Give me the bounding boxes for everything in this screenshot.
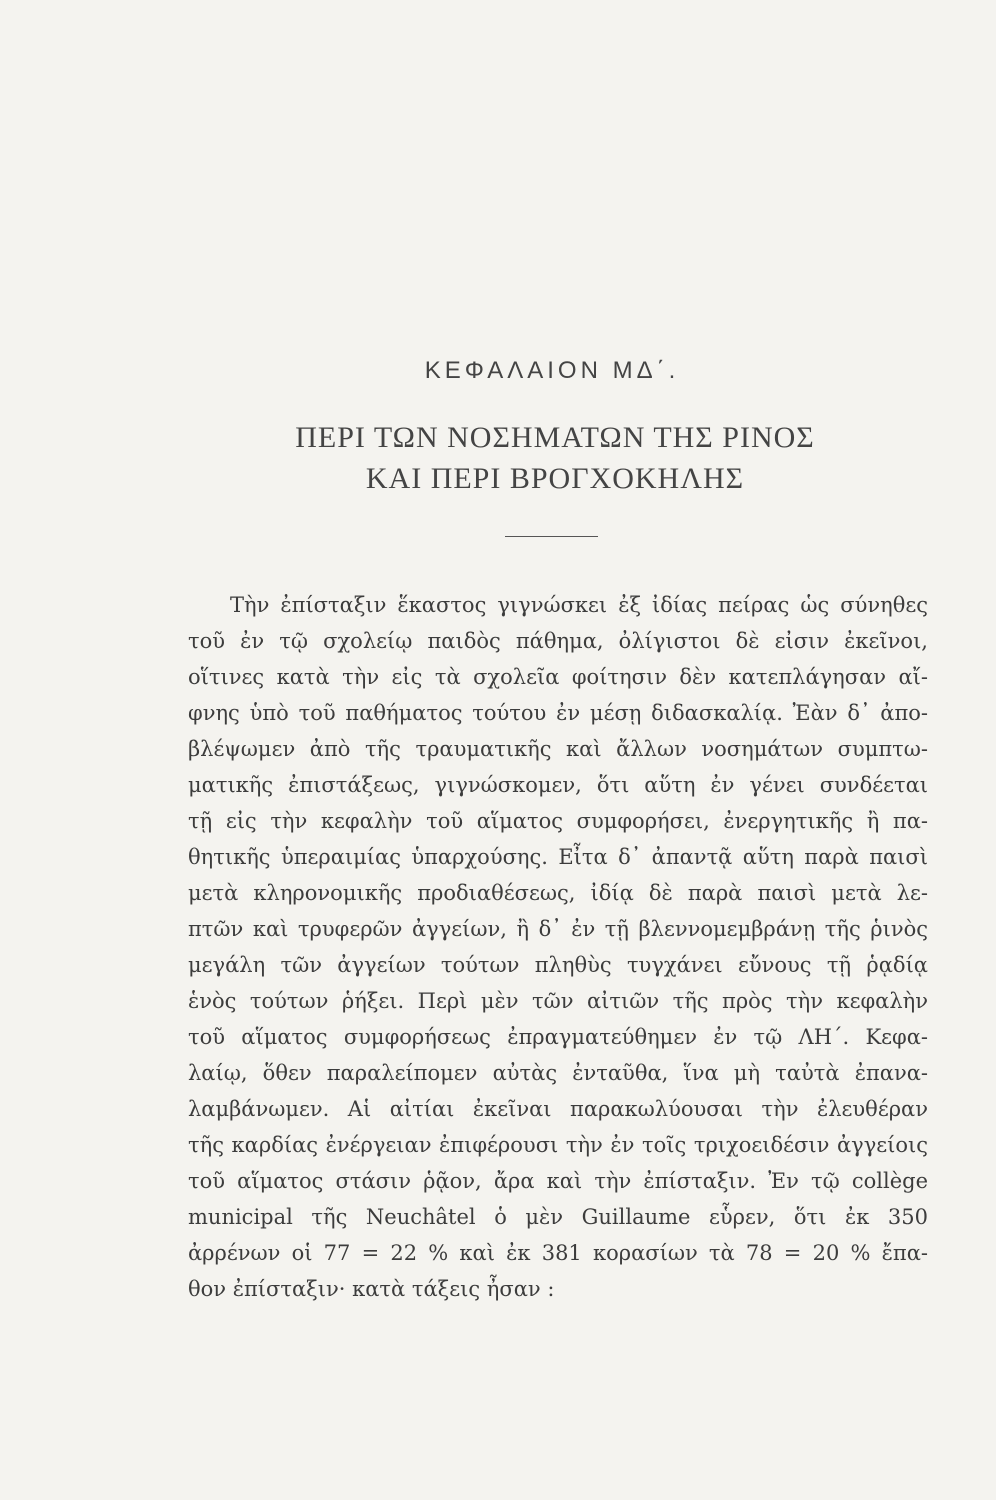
body-text [188,587,928,1307]
text-line: ἑνὸς τούτων ῥήξει. Περὶ μὲν τῶν αἰτιῶν τῆς πρὸς τὴν κεφαλὴν [188,989,928,1013]
text-line: τῆς καρδίας ἐνέργειαν ἐπιφέρουσι τὴν ἐν τοῖς τριχοειδέσιν ἀγγείοις [188,1133,928,1157]
text-line: ἀρρένων οἱ 77 = 22 % καὶ ἐκ 381 κορασίων τὰ 78 = 20 % ἔπα- [188,1241,928,1265]
chapter-title-line-1: ΠΕΡΙ ΤΩΝ ΝΟΣΗΜΑΤΩΝ ΤΗΣ ΡΙΝΟΣ [295,421,815,454]
text-line: τοῦ ἐν τῷ σχολείῳ παιδὸς πάθημα, ὀλίγιστοι δὲ εἰσιν ἐκεῖνοι, [188,629,928,653]
text-line: ματικῆς ἐπιστάξεως, γιγνώσκομεν, ὅτι αὕτη ἐν γένει συνδέεται [188,773,928,797]
text-line: θητικῆς ὑπεραιμίας ὑπαρχούσης. Εἶτα δ᾽ ἀπαντᾷ αὕτη παρὰ παισὶ [188,845,928,869]
text-line: οἵτινες κατὰ τὴν εἰς τὰ σχολεῖα φοίτησιν δὲν κατεπλάγησαν αἴ- [188,665,928,689]
text-line: τοῦ αἵματος στάσιν ῥᾷον, ἄρα καὶ τὴν ἐπίσταξιν. Ἐν τῷ collège [188,1169,928,1193]
text-line: μεγάλη τῶν ἀγγείων τούτων πληθὺς τυγχάνει εὔνους τῇ ῥᾳδίᾳ [188,953,928,977]
text-line: φνης ὑπὸ τοῦ παθήματος τούτου ἐν μέσῃ διδασκαλίᾳ. Ἐὰν δ᾽ ἀπο- [188,701,928,725]
text-line: μετὰ κληρονομικῆς προδιαθέσεως, ἰδίᾳ δὲ παρὰ παισὶ μετὰ λε- [188,881,928,905]
text-line: θον ἐπίσταξιν· κατὰ τάξεις ἦσαν : [188,1277,555,1301]
text-line: βλέψωμεν ἀπὸ τῆς τραυματικῆς καὶ ἄλλων νοσημάτων συμπτω- [188,737,928,761]
text-line: τῇ εἰς τὴν κεφαλὴν τοῦ αἵματος συμφορήσει, ἐνεργητικῆς ἢ πα- [188,809,928,833]
text-line: πτῶν καὶ τρυφερῶν ἀγγείων, ἢ δ᾽ ἐν τῇ βλεννομεμβράνῃ τῆς ῥινὸς [188,917,928,941]
text-line: municipal τῆς Neuchâtel ὁ μὲν Guillaume εὗρεν, ὅτι ἐκ 350 [188,1205,928,1229]
text-line: τοῦ αἵματος συμφορήσεως ἐπραγματεύθημεν ἐν τῷ ΛΗ΄. Κεφα- [188,1025,928,1049]
text-line: λαμβάνωμεν. Αἱ αἰτίαι ἐκεῖναι παρακωλύουσαι τὴν ἐλευθέραν [188,1097,928,1121]
text-line: Τὴν ἐπίσταξιν ἕκαστος γιγνώσκει ἐξ ἰδίας πείρας ὡς σύνηθες [230,593,928,617]
chapter-number: ΚΕΦΑΛΑΙΟΝ ΜΔ΄. [424,357,680,384]
text-line: λαίῳ, ὅθεν παραλείπομεν αὐτὰς ἐνταῦθα, ἵνα μὴ ταὐτὰ ἐπανα- [188,1061,928,1085]
section-divider [505,536,598,537]
chapter-title-line-2: ΚΑΙ ΠΕΡΙ ΒΡΟΓΧΟΚΗΛΗΣ [365,462,745,495]
